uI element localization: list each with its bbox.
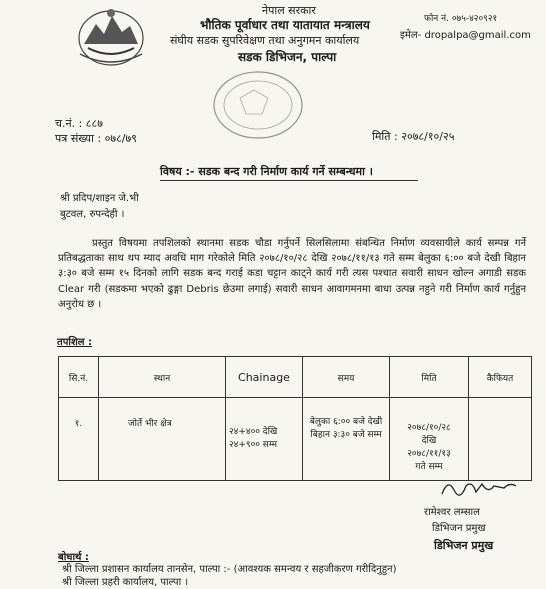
cc-item: श्री जिल्ला प्रहरी कार्यालय, पाल्पा ।: [62, 577, 189, 588]
signatory-title: डिभिजन प्रमुख: [432, 523, 486, 534]
patra-sankhya: पत्र संख्या : ०७८/७९: [55, 132, 137, 145]
header-email: इमेल- dropalpa@gmail.com: [400, 30, 531, 41]
cell-place: जोर्ते भीर क्षेत्र: [99, 398, 226, 481]
details-table: [58, 356, 532, 481]
office-stamp-icon: [210, 68, 306, 142]
header-line-3: संघीय सडक सुपरिवेक्षण तथा अनुगमन कार्यालय: [170, 34, 360, 47]
signatory-name: रामेश्वर लम्साल: [424, 507, 480, 518]
chalani-number: च.नं. : ८८७: [55, 117, 103, 130]
signatory-stamp-title: डिभिजन प्रमुख: [434, 539, 494, 552]
tapsil-label: तपशिल :: [57, 337, 93, 348]
cell-chainage: २४+४०० देखि २४+९०० सम्म: [226, 398, 303, 481]
header-line-1: नेपाल सरकार: [262, 4, 316, 17]
table-header-chainage: Chainage: [226, 357, 303, 398]
cell-remark: [469, 398, 532, 481]
table-row: [59, 398, 532, 481]
nepal-emblem-icon: [74, 4, 148, 68]
subject-underline: [160, 180, 418, 181]
letter-date: मिति : २०७८/१०/२५: [372, 130, 455, 143]
recipient-address: बुटवल, रुपन्देही ।: [60, 209, 125, 220]
header-line-2: भौतिक पूर्वाधार तथा यातायात मन्त्रालय: [200, 18, 370, 32]
header-phone: फोन नं. ०७५-४२०९२१: [424, 14, 498, 24]
cell-date: २०७८/१०/२८ देखि २०७८/११/१३ गते सम्म: [390, 398, 469, 481]
signature-icon: [438, 476, 518, 500]
cell-time: बेलुका ६:०० बजे देखी बिहान ३:३० बजे सम्म: [303, 398, 390, 481]
table-header-sn: सि.नं.: [59, 357, 99, 398]
table-header-remark: कैफियत: [469, 357, 532, 398]
recipient-name: श्री प्रदिप/शाइन जे.भी: [60, 193, 139, 204]
letter-body: प्रस्तुत विषयमा तपशिलको स्थानमा सडक चौडा गर्नुपर्ने सिलसिलामा संबन्धित निर्माण व्यवसायीले कार्य सम्पन्न गर्ने प्रतिबद्धताका साथ थप म्याद अवधि माग गरेकोले मिति २०७८/१०/२८ देखि २०७८/११/१३ गते सम्म बेलुका ६:०० बजे देखी बिहान ३:३० बजे सम्म १५ दिनको लागि सडक बन्द गराई कडा चट्टान काट्ने कार्य गरी त्यस पश्चात सवारी साधन खोल्न अगाडी सडक Clear गरी (सडकमा भएको ढुङ्गा Debris छेउमा लगाई) सवारी साधन आवागमनमा बाधा उत्पन्न नहुने गरी निर्माण कार्य गर्नुहुन अनुरोध छ ।: [58, 238, 526, 310]
subject-line: विषय :- सडक बन्द गरी निर्माण कार्य गर्ने सम्बन्धमा ।: [160, 165, 373, 178]
table-header-place: स्थान: [99, 357, 226, 398]
table-header-date: मिति: [390, 357, 469, 398]
cc-item: श्री जिल्ला प्रशासन कार्यालय तानसेन, पाल्पा :- (आवश्यक समन्वय र सहजीकरण गरीदिनुहुन): [62, 564, 397, 575]
table-header-row: [59, 357, 532, 398]
table-header-time: समय: [303, 357, 390, 398]
bodhartha-label: बोधार्थ :: [58, 552, 89, 563]
header-line-4: सडक डिभिजन, पाल्पा: [238, 50, 337, 64]
cell-sn: १.: [59, 398, 99, 481]
